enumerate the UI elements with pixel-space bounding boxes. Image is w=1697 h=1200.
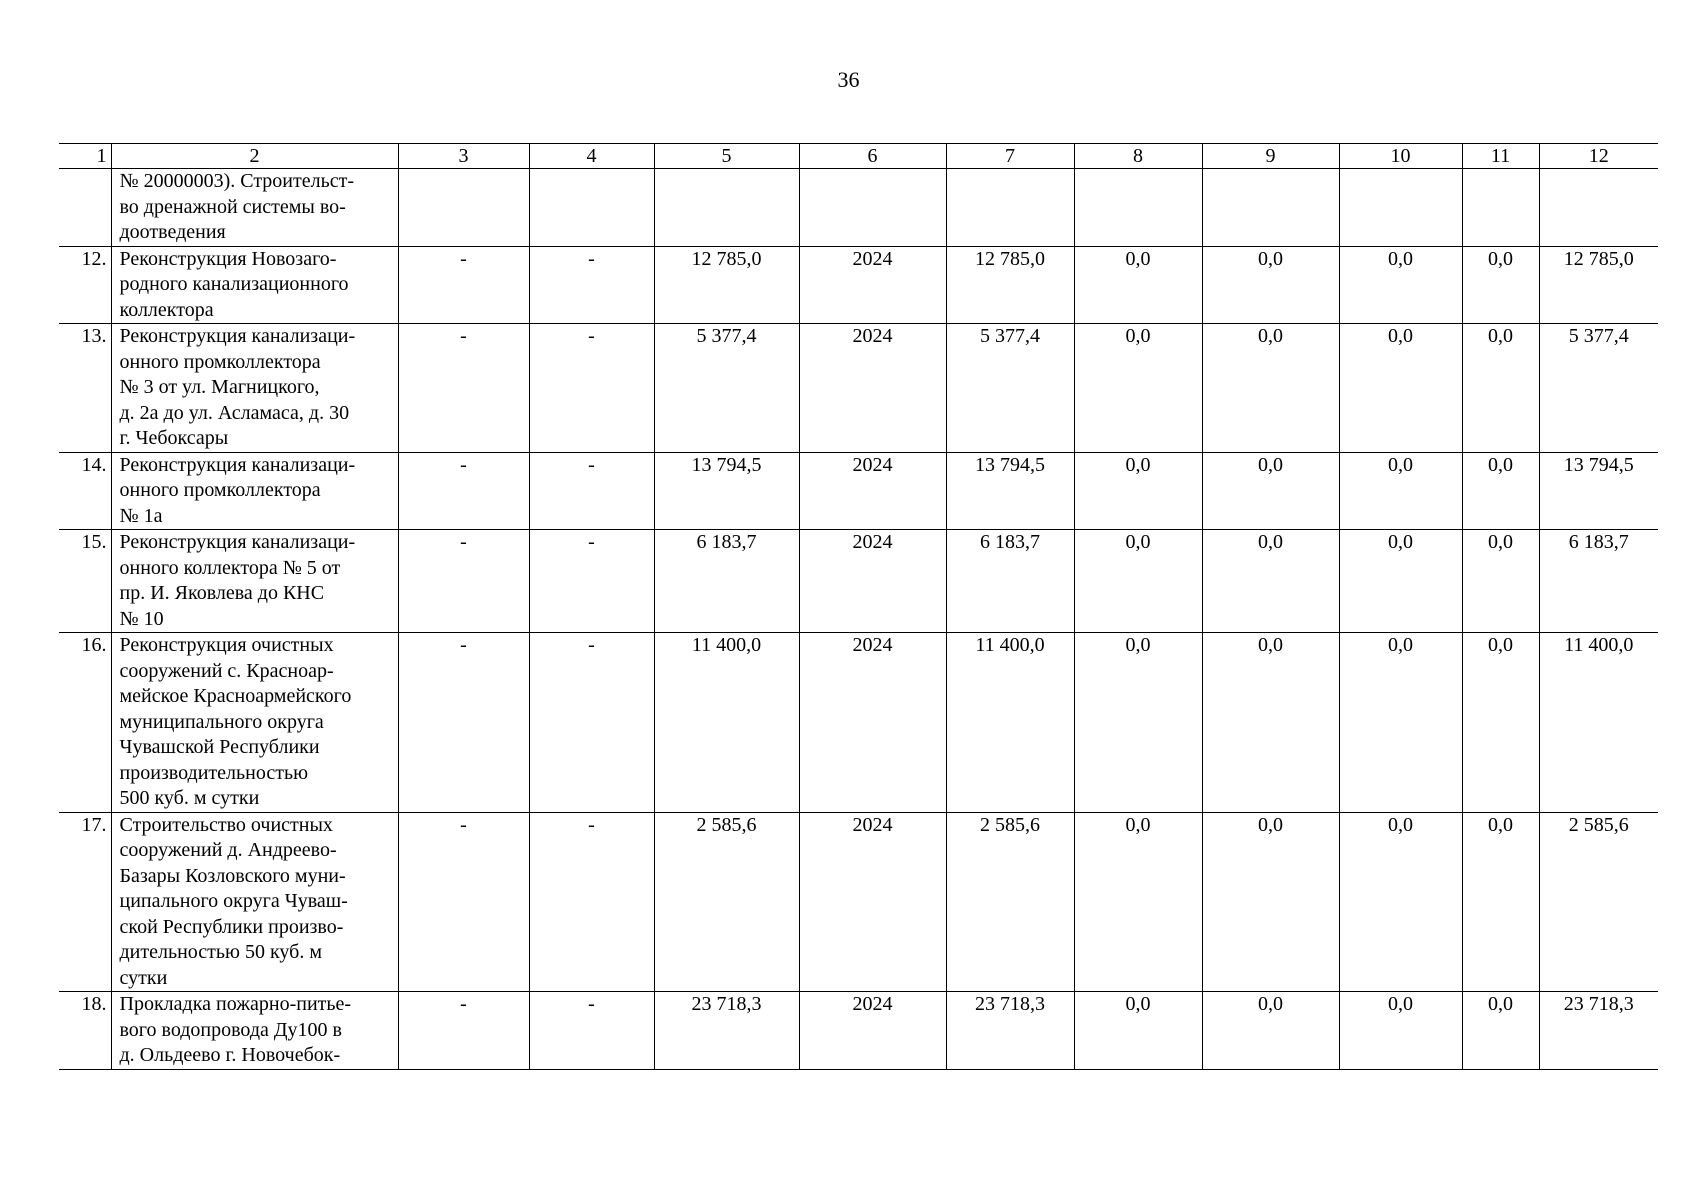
table-cell-col7: 13 794,5: [946, 452, 1074, 530]
object-name-line: д. 2а до ул. Асламаса, д. 30: [119, 401, 350, 424]
table-cell-col10: 0,0: [1339, 633, 1462, 813]
header-cell: 8: [1074, 144, 1202, 169]
object-name-line: онного промколлектора: [119, 479, 321, 501]
table-cell-col8: 0,0: [1074, 324, 1202, 453]
table-cell: [1462, 169, 1539, 247]
table-cell: [529, 169, 654, 247]
object-name-line: № 1а: [119, 504, 163, 527]
object-name-line: № 20000003). Строительст-: [119, 170, 355, 192]
table-cell-col4: -: [529, 633, 654, 813]
table-cell-col12: 13 794,5: [1539, 452, 1658, 530]
table-cell-col12: 2 585,6: [1539, 812, 1658, 992]
object-name-cell: [111, 324, 398, 453]
object-name-line: 500 куб. м сутки: [119, 787, 260, 809]
table-cell-col8: 0,0: [1074, 452, 1202, 530]
table-cell-col6: 2024: [799, 452, 946, 530]
table-cell-col9: 0,0: [1202, 452, 1339, 530]
table-cell-col12: 23 718,3: [1539, 992, 1658, 1070]
object-name-line: во дренажной системы во-: [119, 195, 346, 218]
table-cell-col7: 5 377,4: [946, 324, 1074, 453]
table-cell-col12: 12 785,0: [1539, 246, 1658, 324]
object-name-line: пр. И. Яковлева до КНС: [119, 582, 325, 604]
object-name-cell: [111, 812, 398, 992]
table-cell-col4: -: [529, 992, 654, 1070]
table-cell-col6: 2024: [799, 530, 946, 633]
object-name-line: онного промколлектора: [119, 350, 321, 373]
table-cell-col6: 2024: [799, 633, 946, 813]
table-cell-col5: 13 794,5: [654, 452, 799, 530]
header-cell: 1: [59, 144, 111, 169]
table-cell-col6: 2024: [799, 324, 946, 453]
table-cell-col3: -: [398, 324, 529, 453]
table-cell-col12: 5 377,4: [1539, 324, 1658, 453]
object-name-line: доотведения: [119, 221, 226, 243]
table-cell-col5: 11 400,0: [654, 633, 799, 813]
table-cell-col4: -: [529, 452, 654, 530]
object-name-cell: [111, 452, 398, 530]
table-cell-col4: -: [529, 324, 654, 453]
object-name-cell: [111, 246, 398, 324]
object-name-line: Реконструкция Новозаго-: [119, 247, 337, 270]
header-cell: 7: [946, 144, 1074, 169]
table-cell-col12: 11 400,0: [1539, 633, 1658, 813]
table-cell-col11: 0,0: [1462, 992, 1539, 1070]
object-name-line: Реконструкция канализаци-: [119, 531, 356, 553]
table-cell-col5: 5 377,4: [654, 324, 799, 453]
object-name-line: Базары Козловского муни-: [119, 864, 346, 887]
table-row: [59, 324, 1658, 453]
table-row: [59, 452, 1658, 530]
table-cell-col5: 23 718,3: [654, 992, 799, 1070]
row-number-cell: 13.: [59, 324, 111, 453]
financing-table: [59, 143, 1658, 1070]
header-cell: 9: [1202, 144, 1339, 169]
table-cell-col7: 2 585,6: [946, 812, 1074, 992]
table-cell-col11: 0,0: [1462, 246, 1539, 324]
object-name-line: муниципального округа: [119, 710, 324, 733]
object-name-line: дительностью 50 куб. м: [119, 941, 322, 963]
row-number-cell: 14.: [59, 452, 111, 530]
object-name-cell: [111, 530, 398, 633]
object-name-line: мейское Красноармейского: [119, 685, 352, 707]
object-name-line: Реконструкция очистных: [119, 634, 334, 656]
object-name-line: сооружений д. Андреево-: [119, 839, 337, 861]
table-cell-col3: -: [398, 246, 529, 324]
object-name-cell: [111, 992, 398, 1070]
continuation-row: [59, 169, 1658, 247]
table-cell-col4: -: [529, 530, 654, 633]
object-name-cell: [111, 633, 398, 813]
object-name-line: сутки: [119, 966, 168, 989]
table-cell: [1202, 169, 1339, 247]
table-cell-col11: 0,0: [1462, 812, 1539, 992]
row-number-cell: 16.: [59, 633, 111, 813]
header-cell: 2: [111, 144, 398, 169]
row-number-cell: 15.: [59, 530, 111, 633]
table-row: [59, 992, 1658, 1070]
table-cell-col9: 0,0: [1202, 812, 1339, 992]
object-name-line: Реконструкция канализаци-: [119, 453, 356, 476]
object-name-line: Реконструкция канализаци-: [119, 325, 356, 347]
table-cell-col6: 2024: [799, 246, 946, 324]
table-cell-col11: 0,0: [1462, 530, 1539, 633]
table-cell-col3: -: [398, 633, 529, 813]
row-number-cell: 18.: [59, 992, 111, 1070]
object-name-line: сооружений с. Красноар-: [119, 659, 334, 682]
header-cell: 10: [1339, 144, 1462, 169]
table-cell-col3: -: [398, 530, 529, 633]
table-row: [59, 246, 1658, 324]
table-cell-col4: -: [529, 246, 654, 324]
table-cell-col10: 0,0: [1339, 992, 1462, 1070]
table-cell-col5: 6 183,7: [654, 530, 799, 633]
table-cell-col3: -: [398, 812, 529, 992]
table-cell-col5: 2 585,6: [654, 812, 799, 992]
object-name-line: д. Ольдеево г. Новочебок-: [119, 1044, 341, 1066]
header-cell: 11: [1462, 144, 1539, 169]
object-name-line: Строительство очистных: [119, 813, 333, 836]
table-cell: [1074, 169, 1202, 247]
table-cell-col7: 23 718,3: [946, 992, 1074, 1070]
table-cell-col6: 2024: [799, 992, 946, 1070]
object-name-line: № 3 от ул. Магницкого,: [119, 376, 320, 398]
table-row: [59, 633, 1658, 813]
object-name-line: Чувашской Республики: [119, 736, 320, 758]
object-name-line: ской Республики произво-: [119, 915, 344, 938]
table-cell-col8: 0,0: [1074, 633, 1202, 813]
object-name-line: производительностью: [119, 761, 309, 784]
table-cell-col10: 0,0: [1339, 452, 1462, 530]
table-cell-col5: 12 785,0: [654, 246, 799, 324]
table-cell-col11: 0,0: [1462, 452, 1539, 530]
table-cell-col7: 11 400,0: [946, 633, 1074, 813]
table-cell-col9: 0,0: [1202, 324, 1339, 453]
table-cell: [1539, 169, 1658, 247]
header-cell: 5: [654, 144, 799, 169]
table-cell-col10: 0,0: [1339, 324, 1462, 453]
header-cell: 6: [799, 144, 946, 169]
table-cell: [1339, 169, 1462, 247]
table-cell-col9: 0,0: [1202, 992, 1339, 1070]
table-row: [59, 530, 1658, 633]
object-name-line: коллектора: [119, 298, 214, 321]
table-cell: [946, 169, 1074, 247]
table-cell-col8: 0,0: [1074, 992, 1202, 1070]
table-cell-col3: -: [398, 992, 529, 1070]
header-cell: 3: [398, 144, 529, 169]
object-name-line: родного канализационного: [119, 273, 349, 295]
table-row: [59, 812, 1658, 992]
header-cell: 4: [529, 144, 654, 169]
table-cell-col8: 0,0: [1074, 530, 1202, 633]
page-number: 36: [837, 67, 860, 92]
object-name-line: № 10: [119, 607, 164, 630]
row-number-cell: 17.: [59, 812, 111, 992]
object-name-line: Прокладка пожарно-питье-: [119, 993, 352, 1015]
table-cell-col8: 0,0: [1074, 246, 1202, 324]
object-name-line: вого водопровода Ду100 в: [119, 1018, 342, 1041]
row-number-cell: 12.: [59, 246, 111, 324]
table-cell-col8: 0,0: [1074, 812, 1202, 992]
table-cell-col10: 0,0: [1339, 246, 1462, 324]
table-cell-col3: -: [398, 452, 529, 530]
row-number-cell: [59, 169, 111, 247]
table-cell: [799, 169, 946, 247]
table-cell-col4: -: [529, 812, 654, 992]
object-name-line: онного коллектора № 5 от: [119, 556, 341, 579]
table-cell-col10: 0,0: [1339, 812, 1462, 992]
table-cell: [654, 169, 799, 247]
table-cell-col6: 2024: [799, 812, 946, 992]
table-cell: [398, 169, 529, 247]
table-cell-col11: 0,0: [1462, 633, 1539, 813]
header-row: [59, 144, 1658, 169]
table-cell-col10: 0,0: [1339, 530, 1462, 633]
header-cell: 12: [1539, 144, 1658, 169]
table-cell-col12: 6 183,7: [1539, 530, 1658, 633]
table-cell-col11: 0,0: [1462, 324, 1539, 453]
object-name-line: ципального округа Чуваш-: [119, 890, 348, 912]
table-cell-col9: 0,0: [1202, 530, 1339, 633]
object-name-line: г. Чебоксары: [119, 427, 229, 449]
object-name-cell: [111, 169, 398, 247]
table-cell-col7: 12 785,0: [946, 246, 1074, 324]
table-cell-col9: 0,0: [1202, 246, 1339, 324]
table-cell-col7: 6 183,7: [946, 530, 1074, 633]
table-cell-col9: 0,0: [1202, 633, 1339, 813]
